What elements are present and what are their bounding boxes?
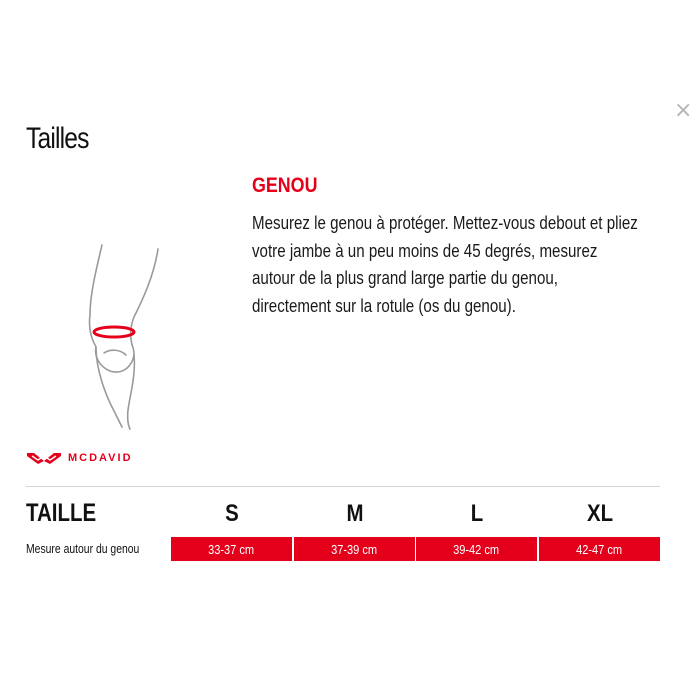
size-header-l: L (470, 500, 484, 527)
measurement-description: Mesurez le genou à protéger. Mettez-vous debout et pliez votre jambe à un peu moins de 45 degrés, mesurez autour de la plus grand large partie du genou, directement sur la rotule (os du genou). (252, 213, 638, 316)
size-range-m: 37-39 cm (294, 537, 415, 561)
size-header-s: S (225, 500, 239, 527)
knee-measurement-icon (30, 235, 200, 435)
page-title: Tailles (26, 122, 89, 155)
size-range-xl: 42-47 cm (539, 537, 660, 561)
size-header-m: M (346, 500, 364, 527)
divider (26, 486, 660, 487)
measurement-heading: GENOU (252, 174, 318, 197)
mcdavid-m-logo-icon (26, 450, 62, 466)
brand-logo (26, 450, 133, 466)
close-button[interactable]: × (674, 98, 693, 123)
brand-name: MCDAVID (68, 452, 133, 464)
size-range-l: 39-42 cm (416, 537, 537, 561)
measurement-row-label: Mesure autour du genou (26, 541, 140, 556)
size-range-s: 33-37 cm (171, 537, 292, 561)
size-header-label: TAILLE (26, 499, 97, 527)
size-header-xl: XL (586, 500, 614, 527)
